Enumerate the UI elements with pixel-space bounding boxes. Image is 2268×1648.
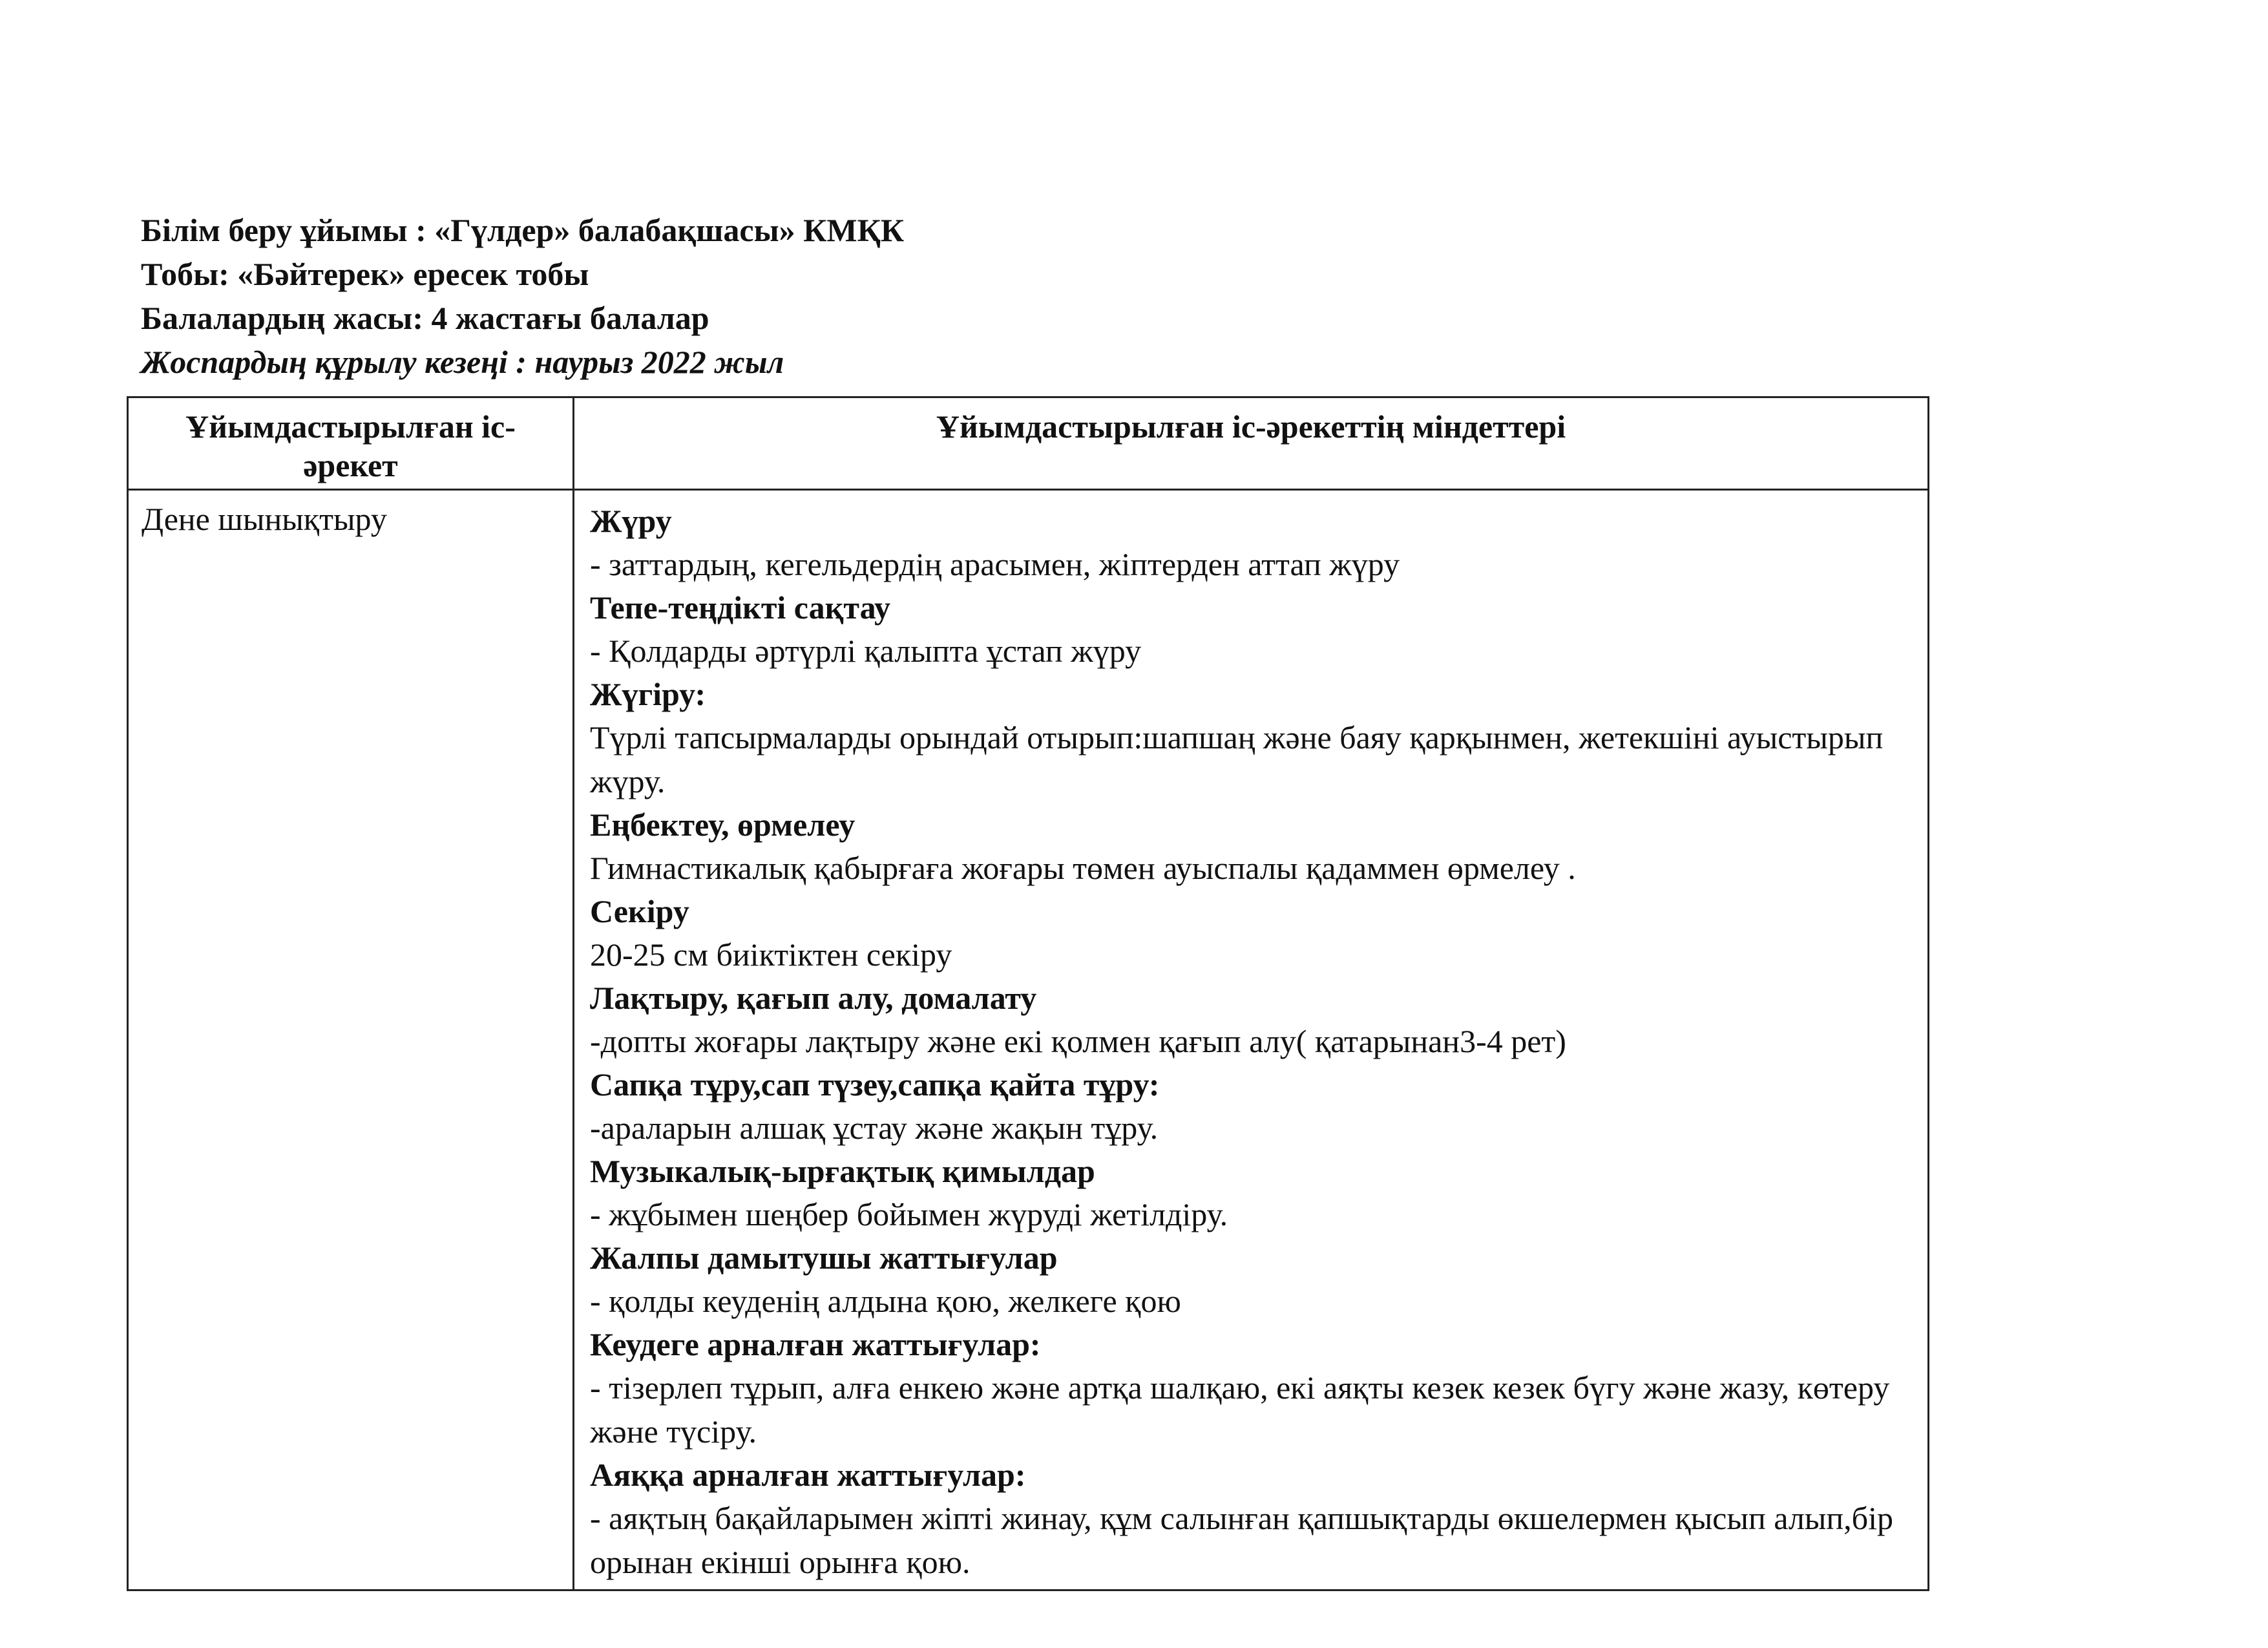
task-title-leg-exercises: Аяққа арналған жаттығулар: <box>590 1457 1026 1493</box>
task-title-walking: Жүру <box>590 503 672 539</box>
task-text-balance: - Қолдарды әртүрлі қалыпта ұстап жүру <box>590 633 1142 669</box>
activity-cell <box>128 490 574 1590</box>
table-header-row <box>128 397 1929 490</box>
task-text-crawling: Гимнастикалық қабырғаға жоғары төмен ауыспалы қадаммен өрмелеу . <box>590 850 1576 886</box>
task-title-running: Жүгіру: <box>590 676 706 712</box>
task-title-balance: Тепе-теңдікті сақтау <box>590 589 891 626</box>
task-text-jumping: 20-25 см биіктіктен секіру <box>590 936 952 973</box>
task-title-formation: Сапқа тұру,сап түзеу,сапқа қайта тұру: <box>590 1066 1160 1103</box>
task-text-general-exercises: - қолды кеуденің алдына қою, желкеге қою <box>590 1283 1181 1319</box>
activity-name: Дене шынықтыру <box>142 501 387 537</box>
organization-line: Білім беру ұйымы : «Гүлдер» балабақшасы» КМҚК <box>141 212 905 248</box>
task-title-rhythmic: Музыкалық-ырғақтық қимылдар <box>590 1153 1095 1189</box>
task-title-jumping: Секіру <box>590 893 689 929</box>
task-text-walking: - заттардың, кегельдердің арасымен, жіптерден аттап жүру <box>590 546 1400 582</box>
column-header-activity-label: Ұйымдастырылған іс-әрекет <box>185 408 516 483</box>
task-text-running: Түрлі тапсырмаларды орындай отырып:шапшаң және баяу қарқынмен, жетекшіні ауыстырып жүру. <box>590 719 1884 799</box>
column-header-tasks <box>574 397 1929 490</box>
document-header <box>141 208 1950 384</box>
tasks-list <box>574 491 1927 1589</box>
plan-table <box>127 396 1929 1591</box>
period-line: Жоспардың құрылу кезеңі : наурыз 2022 жыл <box>141 344 784 380</box>
task-text-leg-exercises: - аяқтың бақайларымен жіпті жинау, құм салынған қапшықтарды өкшелермен қысып алып,бір орынан екінші орынға қою. <box>590 1500 1893 1580</box>
age-line: Балалардың жасы: 4 жастағы балалар <box>141 300 709 336</box>
group-line: Тобы: «Бәйтерек» ересек тобы <box>141 256 589 292</box>
column-header-activity <box>128 397 574 490</box>
table-row <box>128 490 1929 1590</box>
task-title-throwing: Лақтыру, қағып алу, домалату <box>590 980 1037 1016</box>
task-title-chest-exercises: Кеудеге арналған жаттығулар: <box>590 1326 1041 1362</box>
task-text-throwing: -допты жоғары лақтыру және екі қолмен қағып алу( қатарынан3-4 рет) <box>590 1023 1566 1059</box>
task-text-formation: -араларын алшақ ұстау және жақын тұру. <box>590 1110 1159 1146</box>
task-title-crawling: Еңбектеу, өрмелеу <box>590 807 856 843</box>
task-text-chest-exercises: - тізерлеп тұрып, алға енкею және артқа шалқаю, екі аяқты кезек кезек бүгу және жазу, көтеру және түсіру. <box>590 1369 1890 1450</box>
column-header-tasks-label: Ұйымдастырылған іс-әрекеттің міндеттері <box>936 408 1566 445</box>
task-text-rhythmic: - жұбымен шеңбер бойымен жүруді жетілдіру. <box>590 1196 1228 1232</box>
task-title-general-exercises: Жалпы дамытушы жаттығулар <box>590 1240 1058 1276</box>
tasks-cell <box>574 490 1929 1590</box>
